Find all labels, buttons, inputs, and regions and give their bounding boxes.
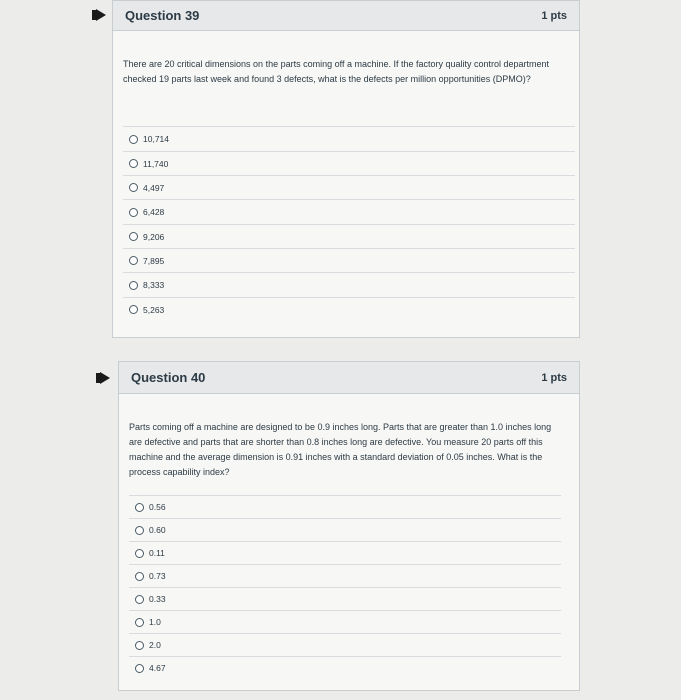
answer-option[interactable]: 11,740	[123, 151, 575, 175]
radio-button[interactable]	[129, 256, 138, 265]
question-40-points: 1 pts	[541, 371, 567, 384]
answer-option[interactable]: 0.33	[129, 587, 561, 610]
answer-option[interactable]: 0.73	[129, 564, 561, 587]
radio-button[interactable]	[135, 641, 144, 650]
question-40-text: Parts coming off a machine are designed to be 0.9 inches long. Parts that are greater than 1.0 inches long are defective and parts that are shorter than 0.8 inches long are defective. You measure 20 parts off this machine and the average dimension is 0.91 inches with a standard deviation of 0.05 inches. What is the process capability index?	[129, 422, 552, 477]
radio-button[interactable]	[129, 183, 138, 192]
radio-button[interactable]	[135, 664, 144, 673]
answer-option[interactable]: 5,263	[123, 297, 575, 321]
radio-button[interactable]	[129, 281, 138, 290]
radio-button[interactable]	[135, 572, 144, 581]
question-40-card	[118, 361, 580, 691]
radio-button[interactable]	[135, 549, 144, 558]
radio-button[interactable]	[129, 159, 138, 168]
answer-option[interactable]: 8,333	[123, 272, 575, 297]
answer-option[interactable]: 4.67	[129, 656, 561, 679]
radio-button[interactable]	[129, 232, 138, 241]
question-40-flag-icon[interactable]	[100, 372, 110, 384]
radio-button[interactable]	[129, 135, 138, 144]
radio-button[interactable]	[135, 595, 144, 604]
answer-option[interactable]: 6,428	[123, 199, 575, 224]
question-39-points: 1 pts	[541, 9, 567, 22]
answer-option[interactable]: 4,497	[123, 175, 575, 199]
radio-button[interactable]	[135, 503, 144, 512]
answer-option[interactable]: 0.60	[129, 518, 561, 541]
answer-option[interactable]: 7,895	[123, 248, 575, 272]
question-40-title: Question 40	[131, 370, 206, 385]
question-39-answers	[123, 126, 575, 321]
radio-button[interactable]	[129, 208, 138, 217]
question-39-title: Question 39	[125, 8, 200, 23]
answer-option[interactable]: 0.56	[129, 495, 561, 518]
answer-option[interactable]: 2.0	[129, 633, 561, 656]
answer-option[interactable]: 9,206	[123, 224, 575, 248]
question-39-header	[113, 1, 579, 31]
answer-option[interactable]: 1.0	[129, 610, 561, 633]
radio-button[interactable]	[129, 305, 138, 314]
question-40-header	[119, 362, 579, 394]
answer-option[interactable]: 0.11	[129, 541, 561, 564]
radio-button[interactable]	[135, 618, 144, 627]
question-39-flag-icon[interactable]	[96, 9, 106, 21]
answer-option[interactable]: 10,714	[123, 126, 575, 151]
question-39-card	[112, 0, 580, 338]
question-40-answers	[129, 495, 561, 679]
question-39-text: There are 20 critical dimensions on the parts coming off a machine. If the factory quality control department checked 19 parts last week and found 3 defects, what is the defects per million opportunities (DPMO)?	[123, 59, 550, 84]
radio-button[interactable]	[135, 526, 144, 535]
